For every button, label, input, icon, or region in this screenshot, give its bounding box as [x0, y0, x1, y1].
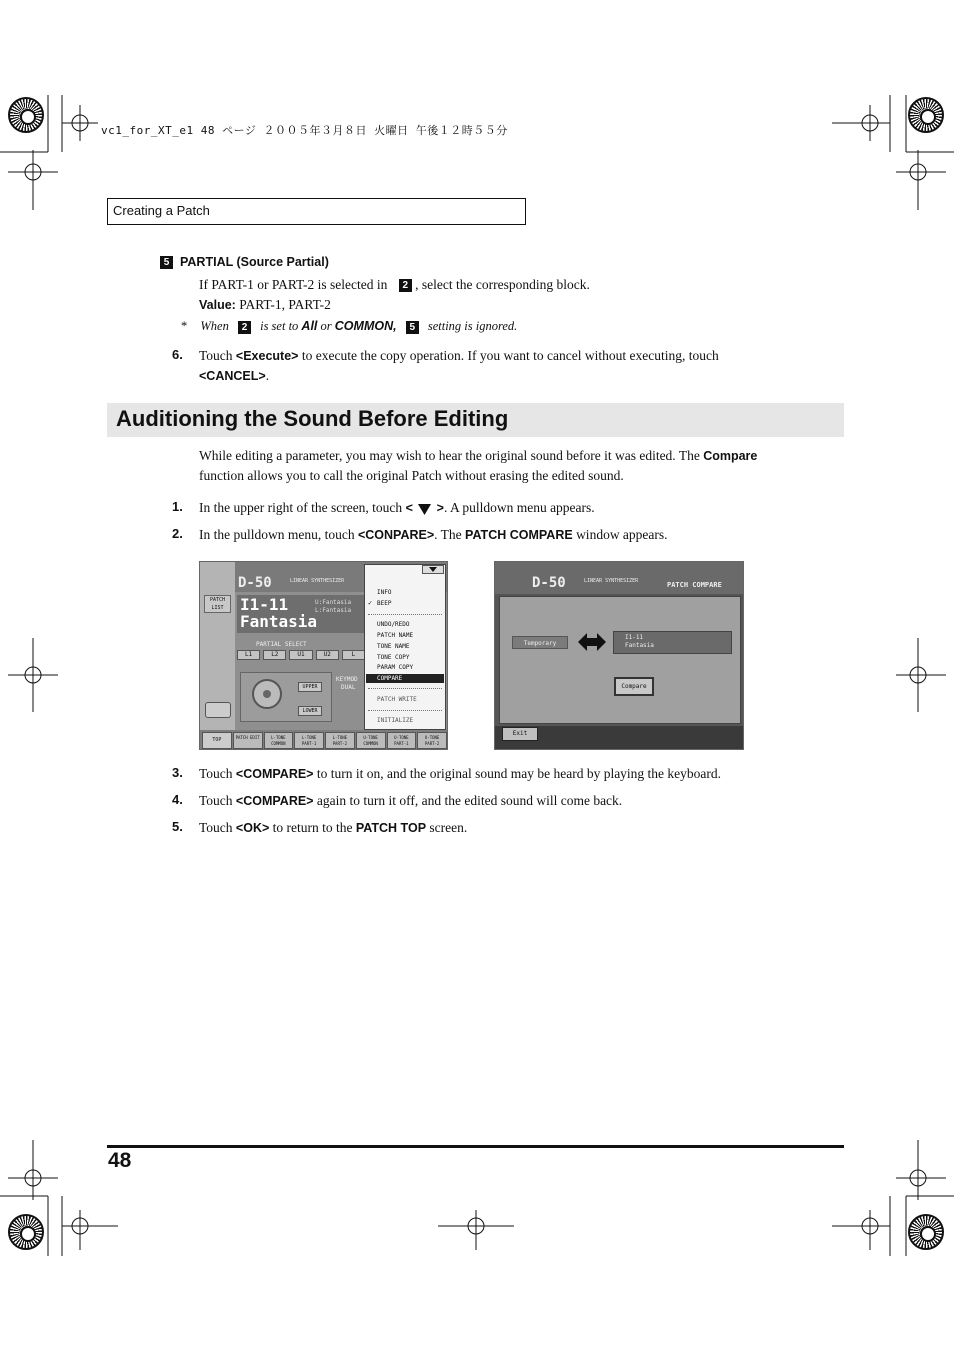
- step3-c: to turn it on, and the original sound may be heard by playing the keyboard.: [316, 766, 722, 781]
- patch-number: I1-11: [240, 595, 289, 614]
- step5-b: <OK>: [235, 821, 270, 835]
- step-number: 2.: [172, 526, 183, 541]
- lower-name: L:Fantasia: [315, 607, 352, 614]
- upper-button[interactable]: UPPER: [298, 682, 322, 692]
- step-number: 1.: [172, 499, 183, 514]
- step6-c: to execute the copy operation. If you want to cancel without executing, touch: [301, 348, 719, 363]
- step5-a: Touch: [199, 820, 233, 835]
- down-triangle-icon: [418, 503, 431, 515]
- footer-rule: [107, 1145, 844, 1148]
- intro-a: While editing a parameter, you may wish to hear the original sound before it was edited. The: [199, 448, 700, 463]
- step1-b: <: [405, 501, 413, 515]
- menu-divider: [368, 614, 442, 615]
- menu-item-tone-name[interactable]: TONE NAME: [377, 643, 410, 650]
- partial-button[interactable]: L: [342, 650, 365, 660]
- menu-divider: [368, 710, 442, 711]
- partial-title-row: [160, 253, 329, 271]
- partial-button[interactable]: U2: [316, 650, 339, 660]
- step4-c: again to turn it off, and the edited sound will come back.: [316, 793, 623, 808]
- note-is: is set to: [260, 319, 299, 333]
- screenshot-patch-top-menu: [199, 561, 448, 750]
- step6-e: .: [265, 367, 270, 383]
- partial-line1: [199, 275, 590, 295]
- partial-line1-text-a: If PART-1 or PART-2 is selected in: [199, 277, 388, 292]
- step2-d: PATCH COMPARE: [465, 528, 573, 542]
- step6-d: <CANCEL>: [199, 368, 266, 383]
- partial-title: PARTIAL (Source Partial): [180, 255, 329, 269]
- step1-d: . A pulldown menu appears.: [443, 500, 595, 515]
- temporary-label: Temporary: [512, 636, 568, 649]
- menu-item-undo-redo[interactable]: UNDO/REDO: [377, 621, 410, 628]
- step5-e: screen.: [429, 820, 468, 835]
- compare-body: [499, 596, 741, 724]
- step-number: 4.: [172, 792, 183, 807]
- step-number: 3.: [172, 765, 183, 780]
- step-2-text: [199, 525, 668, 545]
- number-badge: 2: [399, 279, 412, 292]
- note-all: All: [301, 319, 318, 333]
- tab-patch-edit[interactable]: PATCH EDIT: [233, 732, 263, 749]
- step-number: 6.: [172, 347, 183, 362]
- step6-b: <Execute>: [235, 349, 299, 363]
- key-mode-label: KEYMOD: [336, 676, 358, 683]
- partial-note: [181, 319, 517, 334]
- partial-value-line: [199, 295, 331, 315]
- step-5-text: [199, 818, 467, 838]
- menu-item-patch-write[interactable]: PATCH WRITE: [377, 696, 417, 703]
- number-badge: 5: [160, 256, 173, 269]
- d50-logo-sub: LINEAR SYNTHESIZER: [584, 578, 639, 584]
- step-3-text: [199, 764, 721, 784]
- menu-item-beep[interactable]: BEEP: [377, 600, 392, 607]
- menu-item-param-copy[interactable]: PARAM COPY: [377, 664, 414, 671]
- key-mode-value[interactable]: DUAL: [341, 684, 356, 691]
- menu-item-info[interactable]: INFO: [377, 589, 392, 596]
- step4-a: Touch: [199, 793, 233, 808]
- partial-button[interactable]: U1: [289, 650, 312, 660]
- value-text: PART-1, PART-2: [239, 297, 331, 312]
- number-badge: 2: [238, 321, 251, 334]
- menu-item-compare[interactable]: COMPARE: [377, 675, 403, 682]
- clock-icon[interactable]: [205, 702, 231, 718]
- number-badge: 5: [406, 321, 419, 334]
- menu-check-icon: ✓: [368, 599, 373, 607]
- section-heading: Auditioning the Sound Before Editing: [116, 406, 509, 431]
- step2-c: . The: [434, 527, 462, 542]
- step2-b: <CONPARE>: [357, 528, 435, 542]
- compare-window-title: PATCH COMPARE: [667, 581, 722, 589]
- section-label: [107, 198, 526, 225]
- d50-logo: D-50: [238, 575, 272, 591]
- step1-a: In the upper right of the screen, touch: [199, 500, 403, 515]
- step1-c: >: [436, 501, 444, 515]
- tab-u-tone-common[interactable]: U-TONE COMMON: [356, 732, 386, 749]
- menu-item-initialize[interactable]: INITIALIZE: [377, 717, 414, 724]
- bottom-tab-bar: [200, 730, 448, 750]
- partial-button[interactable]: L1: [237, 650, 260, 660]
- partial-line1-text-b: , select the corresponding block.: [415, 277, 590, 292]
- step-4-text: [199, 791, 622, 811]
- d50-logo: D-50: [532, 575, 566, 591]
- screenshot-patch-compare: [494, 561, 744, 750]
- print-header: vc1_for_XT_e1 48 ページ ２００５年３月８日 火曜日 午後１２時５５分: [101, 124, 508, 137]
- value-label: Value:: [199, 298, 236, 312]
- step4-b: <COMPARE>: [235, 794, 314, 808]
- upper-name: U:Fantasia: [315, 599, 352, 606]
- step-number: 5.: [172, 819, 183, 834]
- d50-logo-sub: LINEAR SYNTHESIZER: [290, 578, 345, 584]
- step-6-text: [199, 346, 779, 385]
- lower-button[interactable]: LOWER: [298, 706, 322, 716]
- patch-list-button[interactable]: PATCH LIST: [204, 595, 231, 613]
- note-when: When: [200, 319, 229, 333]
- page-number: 48: [108, 1149, 132, 1172]
- partial-select-label: PARTIAL SELECT: [256, 641, 307, 648]
- note-or: or: [320, 319, 332, 333]
- step3-b: <COMPARE>: [235, 767, 314, 781]
- intro-c: function allows you to call the original Patch without erasing the edited sound.: [199, 467, 624, 483]
- note-star: *: [181, 319, 188, 333]
- compare-patch-name: Fantasia: [625, 642, 654, 649]
- note-common: COMMON,: [334, 319, 397, 333]
- partial-button[interactable]: L2: [263, 650, 286, 660]
- left-strip: [200, 562, 235, 750]
- menu-item-tone-copy[interactable]: TONE COPY: [377, 654, 410, 661]
- tab-l-tone-part-2[interactable]: L-TONE PART-2: [325, 732, 355, 749]
- compare-patch-number: I1-11: [625, 634, 644, 641]
- step-1-text: [199, 498, 595, 518]
- tab-u-tone-part-2[interactable]: U-TONE PART-2: [417, 732, 447, 749]
- menu-item-patch-name[interactable]: PATCH NAME: [377, 632, 414, 639]
- step5-d: PATCH TOP: [355, 821, 427, 835]
- step3-a: Touch: [199, 766, 233, 781]
- tab-l-tone-part-1[interactable]: L-TONE PART-1: [294, 732, 324, 749]
- note-rest: setting is ignored.: [427, 319, 518, 333]
- tab-top[interactable]: TOP: [202, 732, 232, 749]
- section-label-text: Creating a Patch: [113, 203, 210, 218]
- step2-e: window appears.: [576, 527, 668, 542]
- compare-button[interactable]: Compare: [614, 677, 654, 696]
- exit-button[interactable]: Exit: [502, 727, 538, 741]
- tab-l-tone-common[interactable]: L-TONE COMMON: [264, 732, 294, 749]
- step6-a: Touch: [199, 348, 233, 363]
- double-arrow-icon: [578, 633, 606, 651]
- tab-u-tone-part-1[interactable]: U-TONE PART-1: [387, 732, 417, 749]
- intro-b: Compare: [703, 449, 758, 463]
- down-triangle-icon: [429, 567, 437, 572]
- partial-buttons: [237, 650, 365, 660]
- intro-paragraph: [199, 446, 799, 485]
- patch-name: Fantasia: [240, 612, 318, 631]
- menu-divider: [368, 688, 442, 689]
- step2-a: In the pulldown menu, touch: [199, 527, 355, 542]
- joystick-center: [263, 690, 271, 698]
- step5-c: to return to the: [272, 820, 353, 835]
